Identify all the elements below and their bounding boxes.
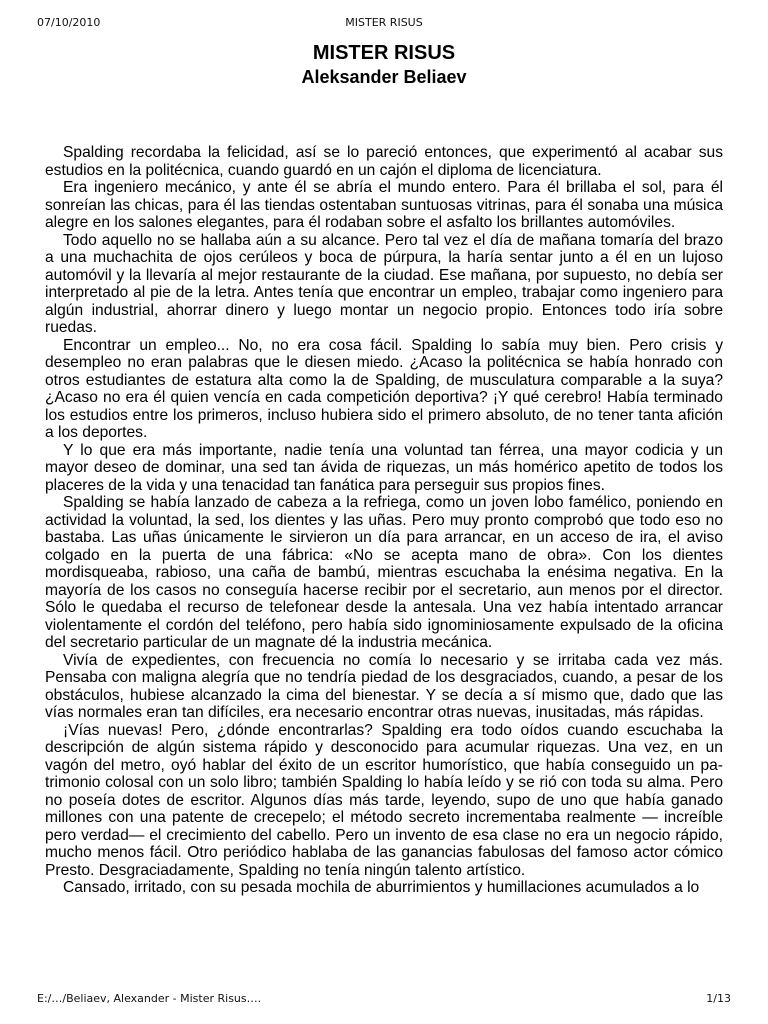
- paragraph: Era ingeniero mecánico, y ante él se abría el mundo entero. Para él brillaba el sol, para él sonreían las chicas, para él las tiendas ostentaban suntuosas vitrinas, para él sonaba una música alegre en los salones elegantes, para él rodaban sobre el asfalto los brillantes automóviles.: [45, 179, 723, 231]
- file-path: E:/…/Beliaev, Alexander - Mister Risus….: [37, 992, 262, 1005]
- paragraph: Cansado, irritado, con su pesada mochila de aburrimientos y humillaciones acumulados a lo: [63, 879, 700, 896]
- print-title: MISTER RISUS: [345, 16, 423, 29]
- document-author: Aleksander Beliaev: [301, 67, 467, 87]
- paragraph: Encontrar un empleo... No, no era cosa fácil. Spalding lo sabía muy bien. Pero crisis y desempleo no eran palabras que le diesen miedo. ¿Acaso la politécnica se había honrado con otros estudiantes de estatura alta como la de Spalding, de musculatura comparable a la suya? ¿Acaso no era él quien vencía en cada competición deportiva? ¡Y qué cerebro! Había terminado los estudios entre los primeros, incluso hubiera sido el primero absoluto, de no tener tanta afición a los deportes.: [45, 336, 723, 441]
- document-body: [45, 144, 723, 897]
- paragraph: Spalding recordaba la felicidad, así se lo pareció entonces, que experimentó al acabar sus estudios en la politécnica, cuando guardó en un cajón el diploma de licenciatura.: [45, 144, 723, 179]
- page-number: 1/13: [706, 992, 731, 1005]
- print-date: 07/10/2010: [37, 16, 101, 29]
- paragraph: ¡Vías nuevas! Pero, ¿dónde encontrarlas? Spalding era todo oídos cuando escuchaba la descripción de algún sistema rápido y desconocido para acumular riquezas. Una vez, en un vagón del metro, oyó hablar del éxito de un escritor humorístico, que había conseguido un pa-trimonio colosal con un solo libro; también Spalding lo había leído y se rió con toda su alma. Pero no poseía dotes de escritor. Algunos días más tarde, leyendo, supo de uno que había ganado millones con una patente de crecepelo; el método secreto incrementaba realmente — increíble pero verdad— el crecimiento del cabello. Pero un invento de esa clase no era un negocio rápido, mucho menos fácil. Otro periódico hablaba de las ganancias fabulosas del famoso actor cómico Presto. Desgraciadamente, Spalding no tenía ningún talento artístico.: [45, 721, 723, 879]
- paragraph: Todo aquello no se hallaba aún a su alcance. Pero tal vez el día de mañana tomaría del brazo a una muchachita de ojos cerúleos y boca de púrpura, la haría sentar junto a él en un lujoso automóvil y la llevaría al mejor restaurante de la ciudad. Ese mañana, por supuesto, no debía ser interpretado al pie de la letra. Antes tenía que encontrar un empleo, trabajar como ingeniero para algún industrial, ahorrar dinero y luego montar un negocio propio. Entonces todo iría sobre ruedas.: [45, 231, 723, 336]
- paragraph: Y lo que era más importante, nadie tenía una voluntad tan férrea, una mayor codicia y un mayor deseo de dominar, una sed tan ávida de riquezas, un más homérico apetito de todos los placeres de la vida y una tenacidad tan fanática para perseguir sus propios fines.: [45, 441, 723, 494]
- paragraph: Vivía de expedientes, con frecuencia no comía lo necesario y se irritaba cada vez más. Pensaba con maligna alegría que no tendría piedad de los desgraciados, cuando, a pesar de los obstáculos, hubiese alcanzado la cima del bienestar. Y se decía a sí mismo que, dado que las vías normales eran tan difíciles, era necesario encontrar otras nuevas, inusitadas, más rápidas.: [45, 651, 723, 721]
- print-header: [37, 16, 731, 32]
- paragraph: Spalding se había lanzado de cabeza a la refriega, como un joven lobo famélico, poniendo en actividad la voluntad, la sed, los dientes y las uñas. Pero muy pronto comprobó que todo eso no bastaba. Las uñas únicamente le sirvieron un día para arrancar, en un acceso de ira, el aviso colgado en la puerta de una fábrica: «No se acepta mano de obra». Con los dientes mordisqueaba, rabioso, una caña de bambú, mientras escuchaba la enésima negativa. En la mayoría de los casos no conseguía hacerse recibir por el secretario, aun menos por el director. Sólo le quedaba el recurso de telefonear desde la antesala. Una vez había intentado arrancar violentamente el cordón del teléfono, pero había sido ignominiosamente expulsado de la oficina del secretario particular de un magnate dé la industria mecánica.: [45, 494, 723, 651]
- print-footer: [37, 992, 731, 1008]
- document-title: MISTER RISUS: [312, 42, 456, 64]
